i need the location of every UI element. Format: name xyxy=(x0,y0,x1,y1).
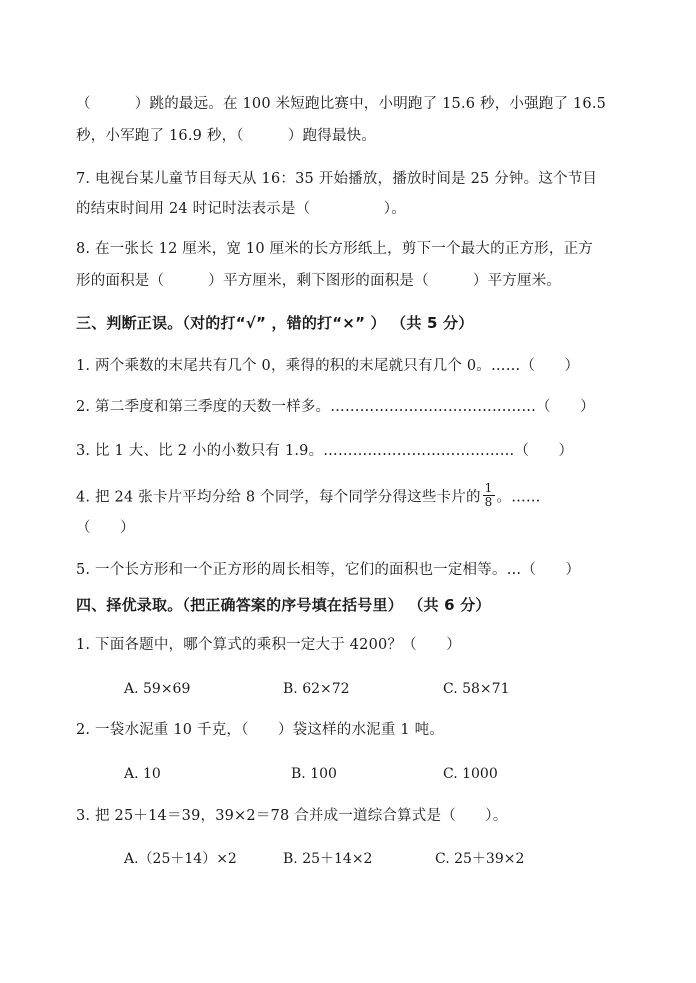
q2-option-b: B. 100 xyxy=(291,766,337,782)
q3-option-c: C. 25＋39×2 xyxy=(435,851,525,867)
q3-option-b: B. 25＋14×2 xyxy=(283,851,373,867)
judgement-question-2: 2. 第二季度和第三季度的天数一样多。……………………………………（ ） xyxy=(76,399,595,415)
question-7-line-2: 的结束时间用 24 时记时法表示是（ ）。 xyxy=(76,201,406,217)
judgement-question-1: 1. 两个乘数的末尾共有几个 0，乘得的积的末尾就只有几个 0。……（ ） xyxy=(76,358,580,374)
q1-option-c: C. 58×71 xyxy=(443,681,510,697)
question-8-line-2: 形的面积是（ ）平方厘米，剩下图形的面积是（ ）平方厘米。 xyxy=(76,273,562,289)
choice-question-2: 2. 一袋水泥重 10 千克，（ ）袋这样的水泥重 1 吨。 xyxy=(76,722,445,738)
question-7-line-1: 7. 电视台某儿童节目每天从 16：35 开始播放，播放时间是 25 分钟。这个节目 xyxy=(76,171,598,187)
fraction-one-eighth xyxy=(483,482,495,509)
q1-option-b: B. 62×72 xyxy=(283,681,350,697)
section-3-heading: 三、判断正误。（对的打“√” ，错的打“×” ） （共 5 分） xyxy=(76,314,474,332)
q6-continuation-line-1: （ ）跳的最远。在 100 米短跑比赛中，小明跑了 15.6 秒，小强跑了 16.5 xyxy=(76,96,607,112)
judgement-question-5: 5. 一个长方形和一个正方形的周长相等，它们的面积也一定相等。…（ ） xyxy=(76,562,581,578)
choice-question-1: 1. 下面各题中，哪个算式的乘积一定大于 4200？（ ） xyxy=(76,637,461,653)
question-8-line-1: 8. 在一张长 12 厘米，宽 10 厘米的长方形纸上，剪下一个最大的正方形，正方 xyxy=(76,241,593,257)
q1-option-a: A. 59×69 xyxy=(124,681,191,697)
section-4-heading: 四、择优录取。（把正确答案的序号填在括号里） （共 6 分） xyxy=(76,596,491,614)
judgement-question-4-blank: （ ） xyxy=(76,520,135,536)
fraction-numerator: 1 xyxy=(484,481,493,495)
q4-text-before: 4. 把 24 张卡片平均分给 8 个同学，每个同学分得这些卡片的 xyxy=(76,489,481,506)
q2-option-a: A. 10 xyxy=(124,766,161,782)
q2-option-c: C. 1000 xyxy=(443,766,498,782)
choice-question-3: 3. 把 25＋14＝39，39×2＝78 合并成一道综合算式是（ ）。 xyxy=(76,808,508,824)
q3-option-a: A.（25＋14）×2 xyxy=(124,851,237,867)
judgement-question-4 xyxy=(76,481,636,511)
q6-continuation-line-2: 秒，小军跑了 16.9 秒，（ ）跑得最快。 xyxy=(76,128,377,144)
q4-text-after: 。…… xyxy=(496,489,541,506)
fraction-denominator: 8 xyxy=(484,495,493,509)
judgement-question-3: 3. 比 1 大、比 2 小的小数只有 1.9。…………………………………（ ） xyxy=(76,443,574,459)
